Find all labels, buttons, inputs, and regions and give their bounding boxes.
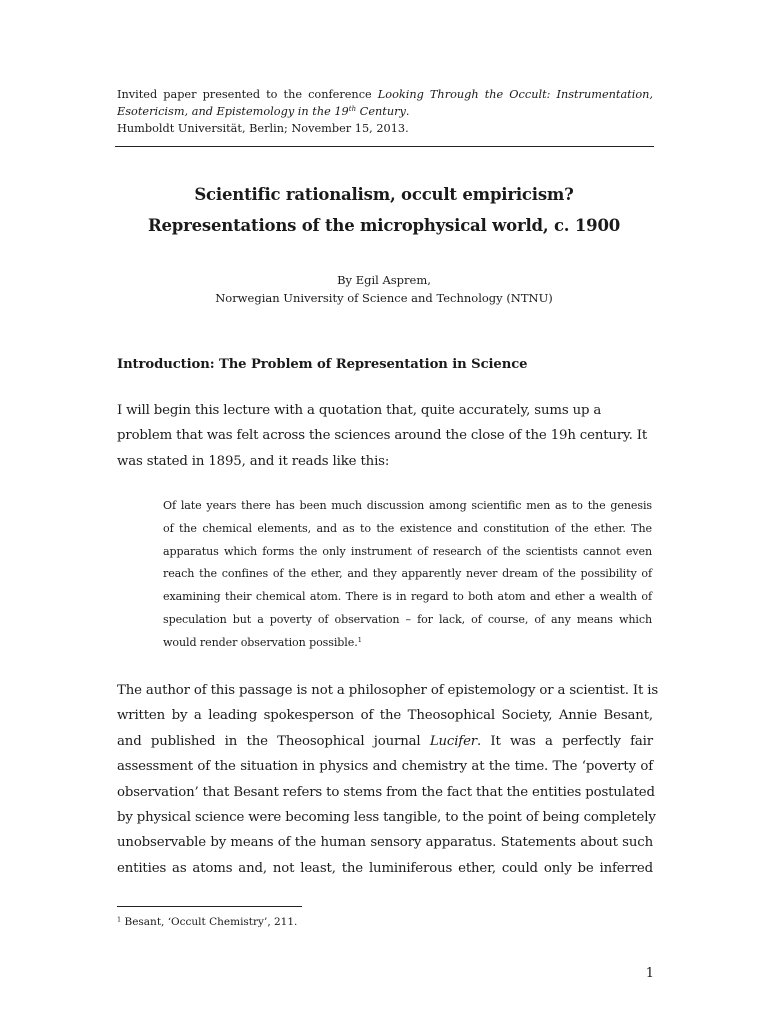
conference-venue-date: Humboldt Universität, Berlin; November 15, 2013. [117, 122, 409, 135]
footnote-reference[interactable]: 1 [357, 636, 362, 644]
quote-line: Of late years there has been much discussion among scientific men as to the genesis [163, 499, 652, 512]
paragraph-line: and published in the Theosophical journal Lucifer. It was a perfectly fair [117, 733, 653, 749]
quote-line: reach the confines of the ether, and they apparently never dream of the possibility of [163, 567, 652, 581]
page-number: 1 [645, 966, 654, 981]
paragraph-line: observation’ that Besant refers to stems from the fact that the entities postulated [117, 784, 655, 800]
quote-line: of the chemical elements, and as to the existence and constitution of the ether. The [163, 521, 652, 535]
paragraph-line: The author of this passage is not a philosopher of epistemology or a scientist. It is [117, 683, 659, 698]
conference-title-part-1: Looking Through the Occult: Instrumentation, [377, 88, 653, 101]
paper-title: Scientific rationalism, occult empiricism? [194, 185, 574, 204]
paragraph-line: written by a leading spokesperson of the Theosophical Society, Annie Besant, [117, 708, 653, 724]
footnote-marker: 1 [117, 915, 122, 924]
main-paragraph [117, 678, 659, 881]
quote-line: examining their chemical atom. There is in regard to both atom and ether a wealth of [163, 590, 652, 604]
intro-line: problem that was felt across the sciences around the close of the 19h century. It [117, 428, 648, 444]
intro-line: I will begin this lecture with a quotation that, quite accurately, sums up a [117, 403, 602, 418]
footnote [117, 915, 297, 930]
quote-line: would render observation possible.$^1$ [163, 635, 362, 649]
paragraph-line: unobservable by means of the human sensory apparatus. Statements about such [117, 835, 653, 851]
intro-paragraph [117, 398, 653, 474]
block-quote [163, 495, 652, 655]
footnote-divider [117, 906, 302, 907]
header-divider [115, 146, 654, 147]
conference-title-part-2: Esotericism, and Epistemology in the 19th Century [117, 105, 406, 118]
conference-note-line-1: Invited paper presented to the conference Looking Through the Occult: Instrumentation, [117, 88, 653, 101]
author-block [100, 271, 668, 307]
quote-line: apparatus which forms the only instrument of research of the scientists cannot even [163, 544, 652, 558]
paragraph-line: assessment of the situation in physics and chemistry at the time. The ‘poverty of [117, 759, 653, 775]
conference-note-line-2: Esotericism, and Epistemology in the 19th Century. [117, 105, 410, 118]
footnote-text: Besant, ‘Occult Chemistry’, 211. [121, 916, 298, 928]
intro-line: was stated in 1895, and it reads like this: [117, 453, 390, 469]
conference-note [117, 86, 653, 137]
paper-subtitle: Representations of the microphysical world, c. 1900 [147, 216, 621, 235]
paragraph-line: entities as atoms and, not least, the luminiferous ether, could only be inferred [117, 860, 653, 876]
journal-title: Lucifer [429, 733, 478, 749]
quote-line: speculation but a poverty of observation – for lack, of course, of any means which [163, 612, 652, 626]
author-affiliation: Norwegian University of Science and Technology (NTNU) [215, 291, 553, 305]
paragraph-line: by physical science were becoming less tangible, to the point of being completely [117, 810, 656, 826]
section-heading: Introduction: The Problem of Representation in Science [117, 357, 528, 372]
author-byline: By Egil Asprem, [337, 273, 431, 287]
